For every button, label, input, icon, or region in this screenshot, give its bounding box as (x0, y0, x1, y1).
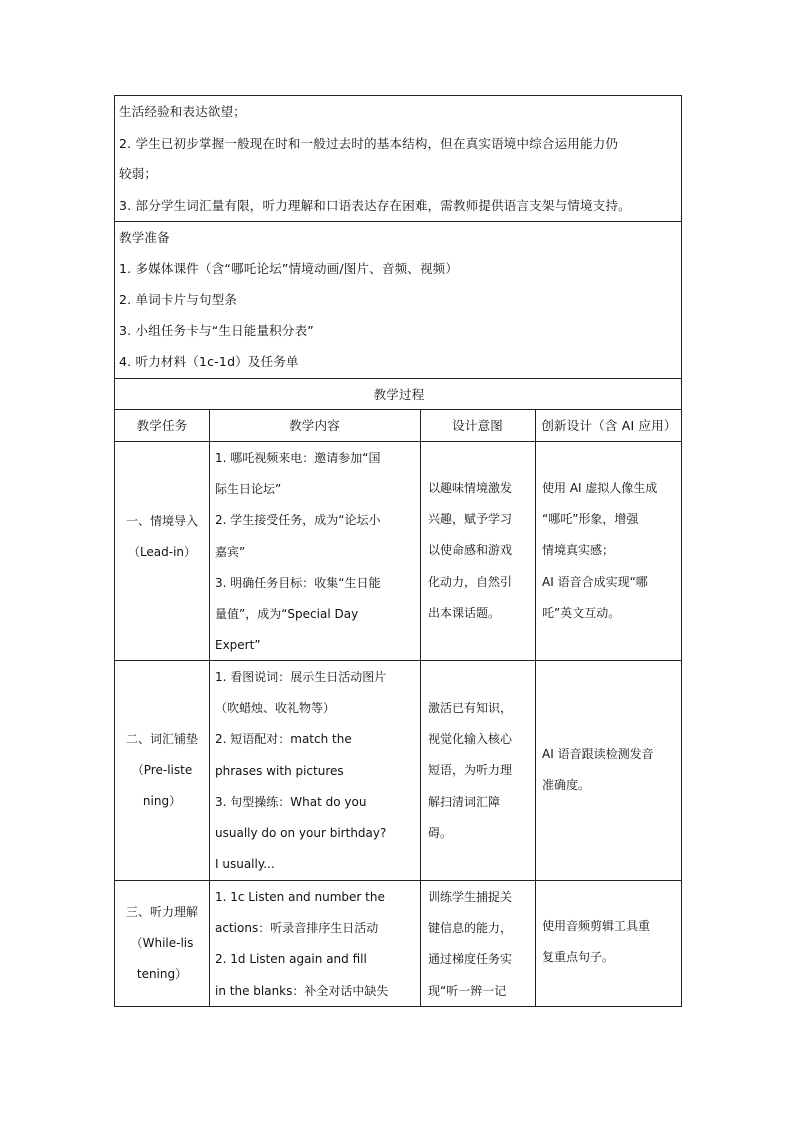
intent-line: 以趣味情境激发 (428, 481, 513, 495)
intent-line: 训练学生捕捉关 (428, 890, 513, 904)
task-name: （Lead-in） (127, 545, 197, 560)
intent-cell (428, 473, 532, 629)
intent-line: 出本课话题。 (428, 605, 501, 620)
section-heading: 教学准备 (119, 230, 170, 245)
content-line: 2. 学生接受任务，成为“论坛小 (215, 513, 381, 528)
header-intent: 设计意图 (452, 418, 503, 433)
preparation-item: 4. 听力材料（1c-1d）及任务单 (119, 354, 299, 369)
content-line: 量值”，成为“Special Day (215, 607, 359, 622)
intent-line: 碍。 (428, 825, 453, 840)
task-name: 三、听力理解 (125, 905, 198, 919)
content-cell (215, 662, 415, 880)
intent-cell (428, 882, 532, 1007)
content-line: 3. 句型操练：What do you (215, 794, 367, 809)
preparation-item: 1. 多媒体课件（含“哪吒论坛”情境动画/图片、音频、视频） (119, 261, 459, 276)
divider (115, 221, 681, 222)
content-line: phrases with pictures (215, 763, 344, 778)
task-name: ning） (142, 794, 182, 809)
lesson-plan-table (114, 95, 682, 1007)
task-cell (115, 506, 209, 568)
process-title: 教学过程 (373, 387, 425, 402)
intent-line: 视觉化输入核心 (428, 732, 513, 747)
divider (115, 441, 681, 442)
innovation-cell (542, 739, 680, 801)
content-line: Expert” (215, 638, 261, 653)
task-name: 一、情境导入 (125, 514, 198, 528)
innovation-line: AI 语音跟读检测发音 (542, 747, 654, 761)
content-line: 1. 哪吒视频来电：邀请参加“国 (215, 451, 381, 465)
intent-line: 以使命感和游戏 (428, 543, 513, 558)
intent-line: 短语，为听力理 (428, 763, 513, 778)
header-innovation: 创新设计（含 AI 应用） (541, 418, 677, 433)
divider (535, 409, 536, 1006)
preparation-item: 3. 小组任务卡与“生日能量积分表” (119, 323, 314, 338)
innovation-line: 情境真实感； (542, 543, 615, 558)
task-name: （Pre-liste (131, 763, 193, 778)
intent-cell (428, 693, 532, 849)
innovation-line: “哪吒”形象，增强 (542, 512, 639, 527)
content-line: 2. 短语配对：match the (215, 732, 352, 747)
innovation-cell (542, 473, 680, 629)
header-task: 教学任务 (136, 418, 188, 433)
intent-line: 键信息的能力， (428, 921, 513, 936)
intent-line: 兴趣，赋予学习 (428, 512, 513, 527)
situation-line: 2. 学生已初步掌握一般现在时和一般过去时的基本结构，但在真实语境中综合运用能力仍 (119, 136, 619, 151)
content-cell (215, 882, 415, 1007)
innovation-line: 复重点句子。 (542, 950, 615, 965)
content-line: usually do on your birthday? (215, 826, 387, 841)
content-line: 2. 1d Listen again and fill (215, 952, 367, 967)
intent-line: 解扫清词汇障 (428, 794, 501, 809)
header-content: 教学内容 (289, 418, 340, 433)
situation-line: 3. 部分学生词汇量有限，听力理解和口语表达存在困难，需教师提供语言支架与情境支持。 (119, 198, 631, 213)
innovation-line: 使用音频剪辑工具重 (542, 919, 651, 933)
innovation-line: 准确度。 (542, 778, 591, 793)
innovation-line: 使用 AI 虚拟人像生成 (542, 481, 658, 495)
intent-line: 通过梯度任务实 (428, 952, 513, 967)
content-line: 际生日论坛” (215, 482, 282, 497)
content-line: 1. 看图说词：展示生日活动图片 (215, 670, 387, 684)
situation-line: 较弱； (119, 166, 158, 181)
task-cell (115, 724, 209, 818)
intent-line: 化动力，自然引 (428, 574, 513, 589)
situation-line: 生活经验和表达欲望； (119, 104, 247, 119)
content-line: （吹蜡烛、收礼物等） (215, 701, 336, 716)
innovation-line: AI 语音合成实现“哪 (542, 574, 648, 589)
preparation-item: 2. 单词卡片与句型条 (119, 292, 238, 307)
content-line: actions：听录音排序生日活动 (215, 921, 379, 936)
task-cell (115, 897, 209, 991)
content-cell (215, 443, 415, 661)
content-line: 3. 明确任务目标：收集“生日能 (215, 575, 381, 590)
task-name: tening） (136, 967, 188, 982)
task-name: （While-lis (130, 936, 194, 951)
content-line: 1. 1c Listen and number the (215, 890, 385, 904)
task-name: 二、词汇铺垫 (125, 732, 198, 746)
content-line: 嘉宾” (215, 544, 246, 559)
content-line: I usually... (215, 857, 275, 872)
divider (209, 409, 210, 1006)
intent-line: 现“听一辨一记 (428, 983, 507, 998)
intent-line: 激活已有知识， (428, 701, 513, 715)
innovation-line: 吒”英文互动。 (542, 605, 621, 620)
innovation-cell (542, 911, 680, 973)
divider (420, 409, 421, 1006)
content-line: in the blanks：补全对话中缺失 (215, 983, 389, 998)
